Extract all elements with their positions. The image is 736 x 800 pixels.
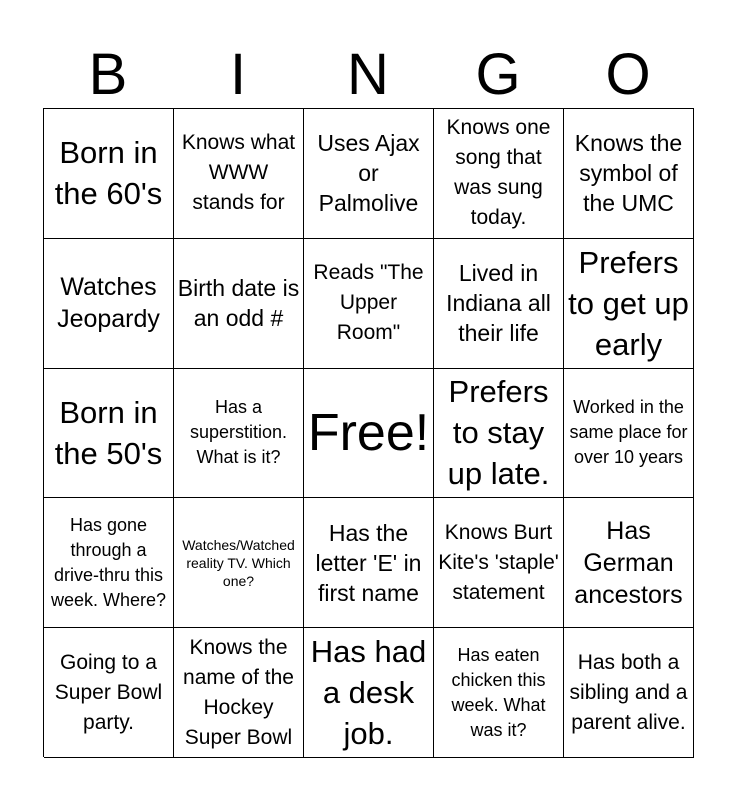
bingo-cell[interactable]: [174, 239, 304, 369]
bingo-cell[interactable]: [564, 369, 694, 499]
cell-text: Born in the 60's: [54, 135, 163, 212]
cell-text: Has the letter 'E' in first name: [315, 519, 422, 606]
bingo-cell[interactable]: [44, 109, 174, 239]
header-letter-n: N: [347, 42, 389, 107]
bingo-cell[interactable]: [564, 628, 694, 758]
header-letter-i: I: [229, 42, 247, 107]
cell-text: Birth date is an odd #: [177, 275, 300, 332]
bingo-cell[interactable]: [434, 498, 564, 628]
cell-text: Worked in the same place for over 10 years: [569, 397, 688, 468]
cell-text: Has a superstition. What is it?: [189, 397, 288, 468]
cell-text: Lived in Indiana all their life: [446, 260, 551, 347]
bingo-cell[interactable]: [304, 109, 434, 239]
bingo-cell[interactable]: [304, 239, 434, 369]
cell-text: Uses Ajax or Palmolive: [317, 130, 420, 217]
bingo-cell[interactable]: [44, 628, 174, 758]
cell-text: Has had a desk job.: [310, 634, 427, 752]
cell-text: Knows one song that was sung today.: [446, 116, 551, 230]
bingo-cell[interactable]: [174, 628, 304, 758]
free-space-text: Free!: [307, 403, 430, 462]
cell-text: Has gone through a drive-thru this week. Where?: [50, 514, 167, 610]
cell-text: Watches/Watched reality TV. Which one?: [182, 536, 295, 589]
bingo-cell[interactable]: [44, 369, 174, 499]
cell-text: Born in the 50's: [54, 394, 163, 471]
bingo-cell[interactable]: [44, 239, 174, 369]
cell-text: Has eaten chicken this week. What was it?: [451, 644, 546, 740]
cell-text: Prefers to stay up late.: [447, 374, 550, 492]
bingo-cell[interactable]: [174, 498, 304, 628]
bingo-cell[interactable]: [564, 109, 694, 239]
cell-text: Has both a sibling and a parent alive.: [569, 650, 688, 734]
bingo-cell[interactable]: [434, 109, 564, 239]
cell-text: Has German ancestors: [574, 516, 683, 609]
bingo-grid: [43, 108, 694, 757]
bingo-header: [43, 42, 693, 108]
bingo-cell[interactable]: [434, 369, 564, 499]
bingo-cell[interactable]: [304, 628, 434, 758]
free-space-cell[interactable]: [304, 369, 434, 499]
bingo-cell[interactable]: [174, 369, 304, 499]
cell-text: Watches Jeopardy: [57, 273, 160, 334]
bingo-cell[interactable]: [564, 498, 694, 628]
header-letter-b: B: [88, 42, 128, 107]
bingo-cell[interactable]: [44, 498, 174, 628]
cell-text: Knows Burt Kite's 'staple' statement: [438, 520, 559, 604]
header-letter-o: O: [605, 42, 651, 107]
bingo-cell[interactable]: [304, 498, 434, 628]
cell-text: Going to a Super Bowl party.: [54, 650, 163, 734]
bingo-cell[interactable]: [434, 628, 564, 758]
cell-text: Prefers to get up early: [568, 244, 689, 362]
cell-text: Knows the name of the Hockey Super Bowl: [183, 635, 294, 749]
header-letter-g: G: [475, 42, 521, 107]
bingo-cell[interactable]: [174, 109, 304, 239]
cell-text: Knows the symbol of the UMC: [574, 130, 683, 217]
bingo-cell[interactable]: [434, 239, 564, 369]
cell-text: Knows what WWW stands for: [181, 131, 296, 215]
bingo-cell[interactable]: [564, 239, 694, 369]
cell-text: Reads "The Upper Room": [313, 261, 424, 345]
